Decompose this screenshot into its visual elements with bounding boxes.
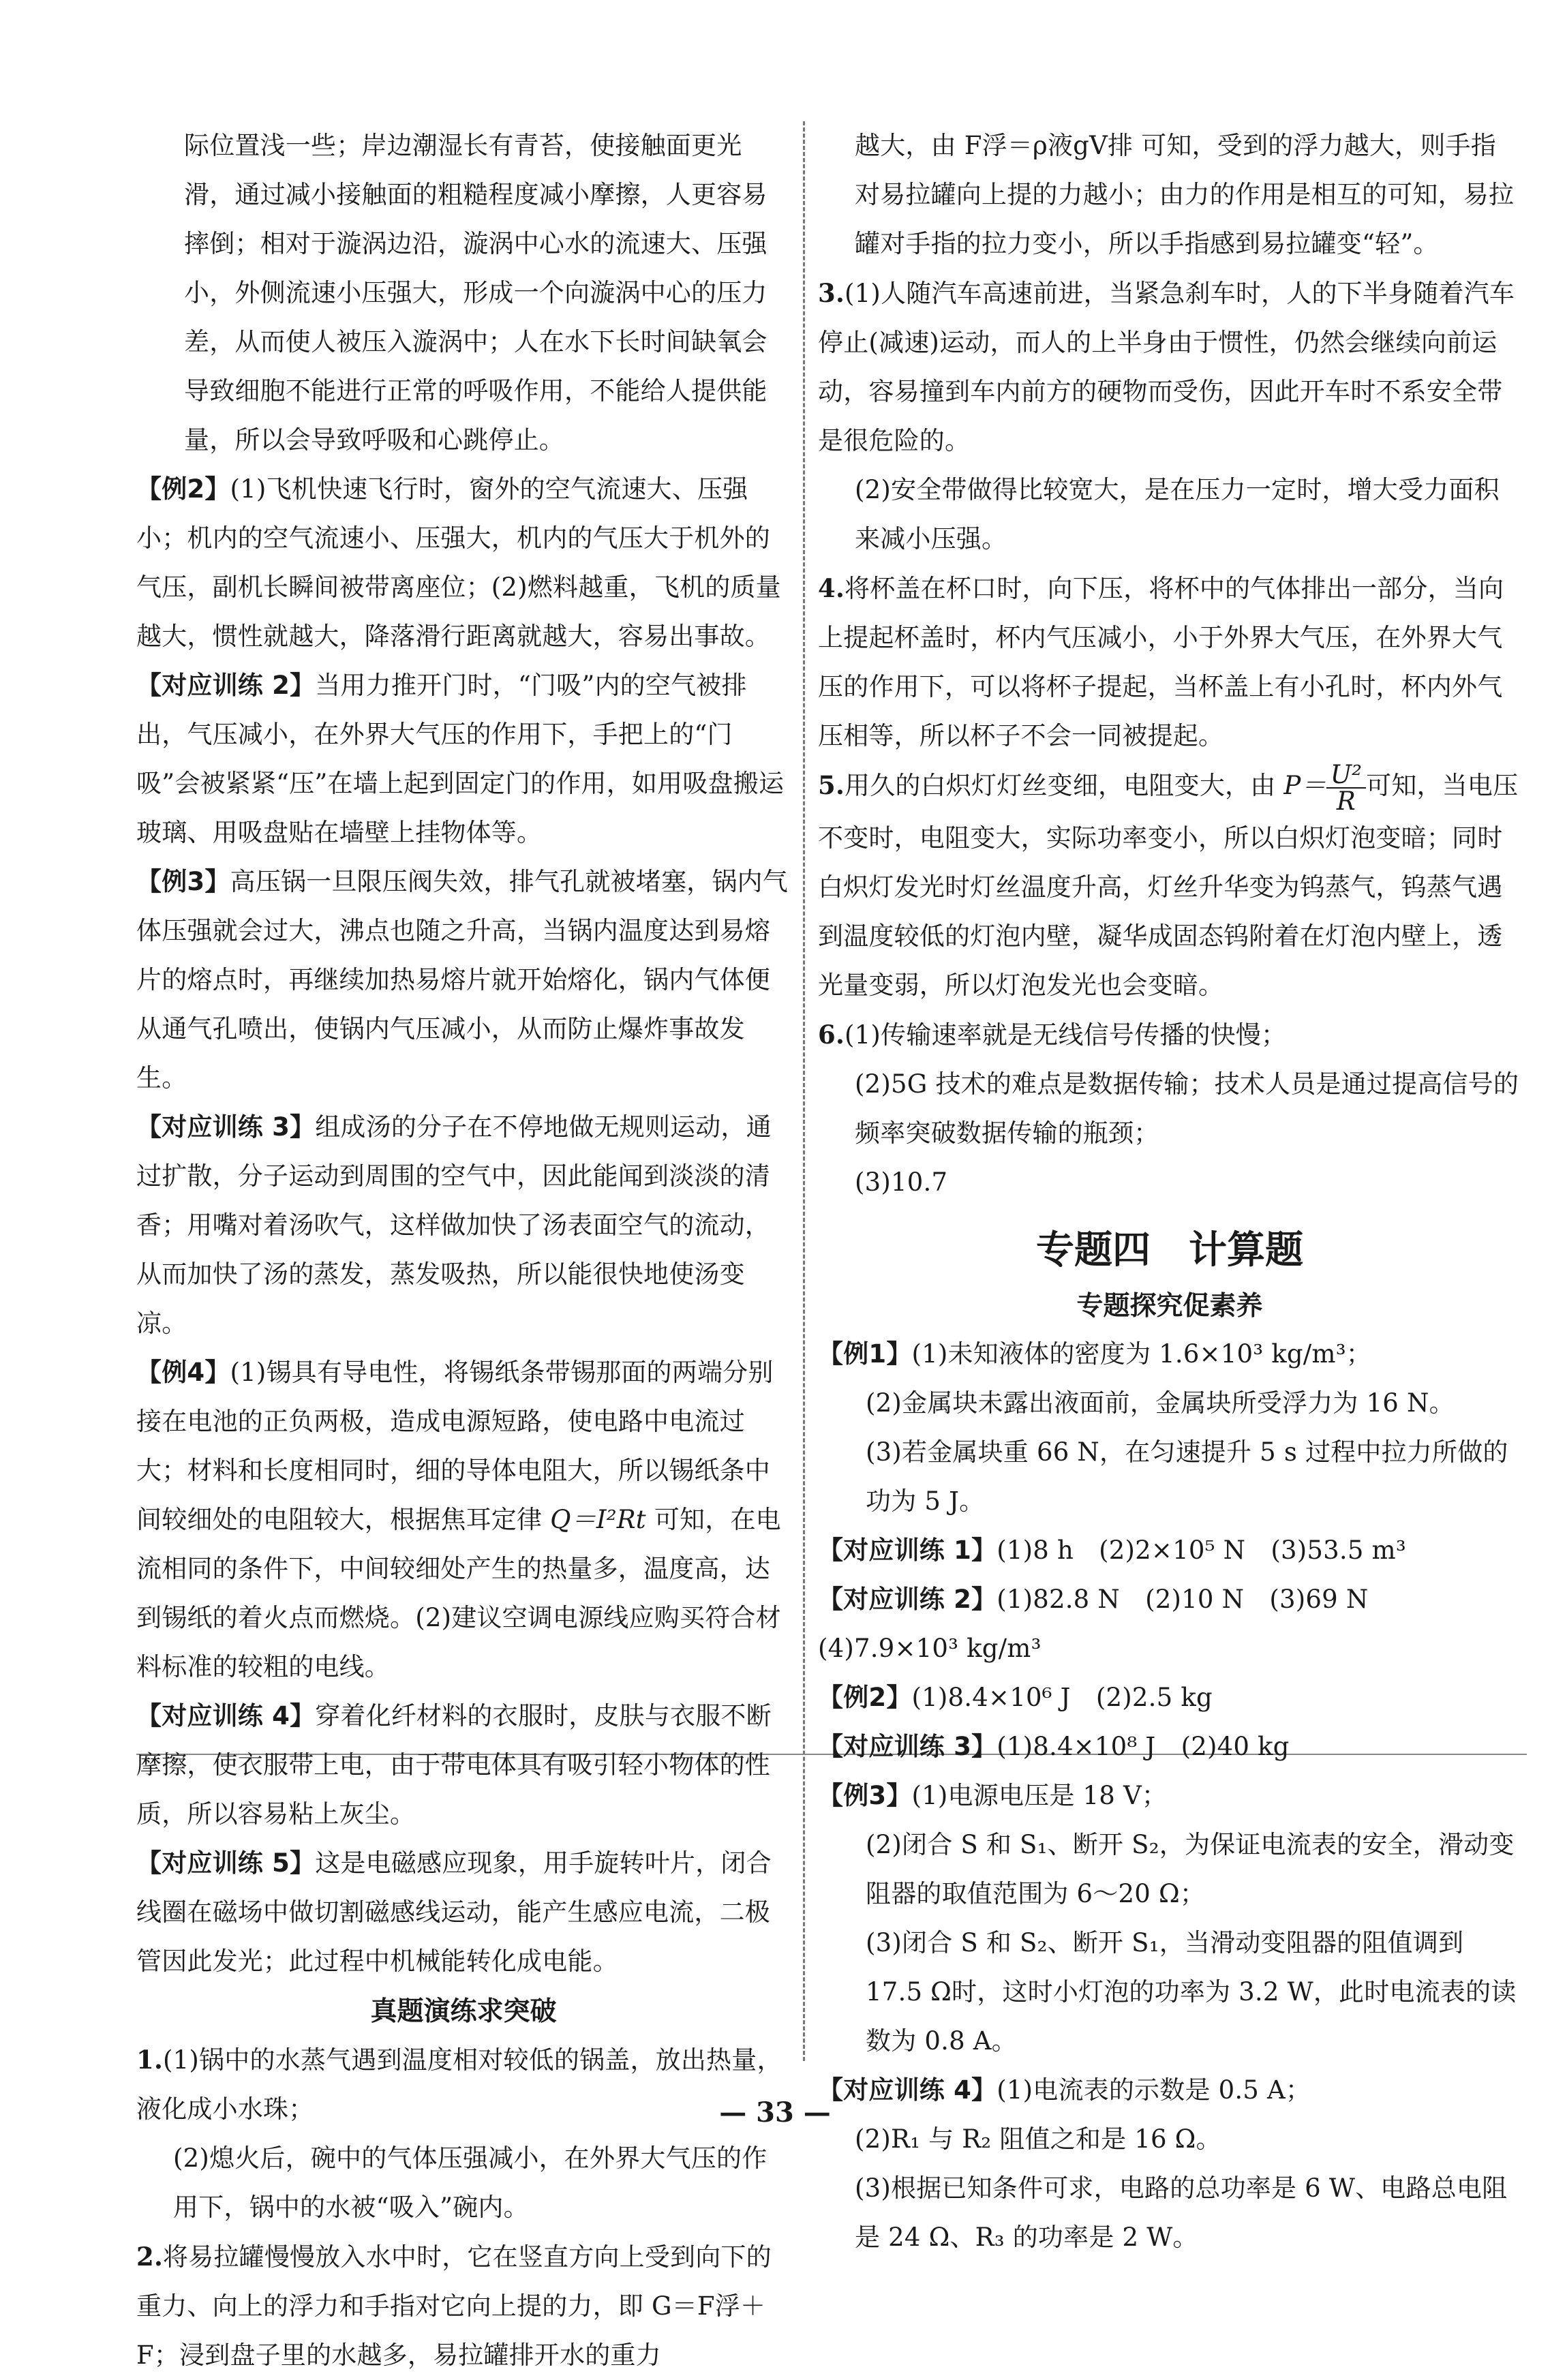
calc-example-2-tag: 【例2】 [818,1682,912,1712]
calc-training-1-text: (1)8 h (2)2×10⁵ N (3)53.5 m³ [997,1535,1406,1565]
question-2 [136,2232,791,2380]
calc-training-4-part-1: (1)电流表的示数是 0.5 A； [997,2075,1311,2105]
question-6-part-1: (1)传输速率就是无线信号传播的快慢； [845,1020,1287,1050]
example-3 [136,857,791,1103]
example-4-text-a: (1)锡具有导电性，将锡纸条带锡那面的两端分别接在电池的正负两极，造成电源短路，使电路中电流过大；材料和长度相同时，细的导体电阻大，所以锡纸条中间较细处的电阻较大，根据焦耳定律 [136,1358,774,1534]
question-6-part-3: (3)10.7 [855,1167,948,1197]
calc-training-3-tag: 【对应训练 3】 [818,1731,997,1761]
question-3-number: 3. [818,278,845,308]
calc-example-2-text: (1)8.4×10⁶ J (2)2.5 kg [911,1682,1213,1712]
example-2-text: (1)飞机快速飞行时，窗外的空气流速大、压强小；机内的空气流速小、压强大，机内的气压大于机外的气压，副机长瞬间被带离座位；(2)燃料越重，飞机的质量越大，惯性就越大，降落滑行距离就越大，容易出事故。 [136,474,781,651]
example-2-tag: 【例2】 [136,474,230,504]
question-3 [818,269,1521,466]
training-5-tag: 【对应训练 5】 [136,1848,316,1878]
training-3-tag: 【对应训练 3】 [136,1112,316,1142]
training-2-text: 当用力推开门时，“门吸”内的空气被排出，气压减小，在外界大气压的作用下，手把上的“门吸”会被紧紧“压”在墙上起到固定门的作用，如用吸盘搬运玻璃、用吸盘贴在墙壁上挂物体等。 [136,671,785,847]
example-3-tag: 【例3】 [136,867,230,896]
calc-training-3 [818,1722,1521,1771]
question-1-number: 1. [136,2045,164,2075]
training-2 [136,661,791,857]
power-formula-fraction [1326,759,1366,816]
training-4-tag: 【对应训练 4】 [136,1701,316,1730]
calc-training-2 [818,1575,1521,1673]
joule-law-formula: Q＝I²Rt [550,1505,646,1534]
question-4 [818,564,1521,761]
example-4 [136,1348,791,1692]
question-5-number: 5. [818,770,845,800]
calc-training-4-part-3: (3)根据已知条件可求，电路的总功率是 6 W、电路总电阻是 24 Ω、R₃ 的功率是 2 W。 [855,2173,1508,2252]
calc-example-2 [818,1673,1521,1722]
calc-example-3-part-1: (1)电源电压是 18 V； [911,1780,1168,1810]
training-3 [136,1103,791,1348]
question-1-part-1: (1)锅中的水蒸气遇到温度相对较低的锅盖，放出热量，液化成小水珠； [136,2045,782,2124]
question-3-part-1: (1)人随汽车高速前进，当紧急刹车时，人的下半身随着汽车停止(减速)运动，而人的上半身由于惯性，仍然会继续向前运动，容易撞到车内前方的硬物而受伤，因此开车时不系安全带是很危险的。 [818,279,1515,455]
calc-example-1-tag: 【例1】 [818,1339,912,1369]
example-3-text: 高压锅一旦限压阀失效，排气孔就被堵塞，锅内气体压强就会过大，沸点也随之升高，当锅内温度达到易熔片的熔点时，再继续加热易熔片就开始熔化，锅内气体便从通气孔喷出，使锅内气压减小，从而防止爆炸事故发生。 [136,867,788,1093]
training-3-text: 组成汤的分子在不停地做无规则运动，通过扩散，分子运动到周围的空气中，因此能闻到淡淡的清香；用嘴对着汤吹气，这样做加快了汤表面空气的流动，从而加快了汤的蒸发，蒸发吸热，所以能很快地使汤变凉。 [136,1112,772,1338]
example-4-text-b: 可知，在电流相同的条件下，中间较细处产生的热量多，温度高，达到锡纸的着火点而燃烧。(2)建议空调电源线应购买符合材料标准的较粗的电线。 [136,1505,781,1681]
question-2-number: 2. [136,2242,164,2272]
question-5 [818,761,1521,1010]
question-4-number: 4. [818,573,845,603]
calc-training-4-tag: 【对应训练 4】 [818,2075,997,2105]
example-2 [136,465,791,661]
left-column [136,121,791,2380]
calc-example-3 [818,1771,1521,1820]
question-6-number: 6. [818,1019,845,1050]
training-4 [136,1692,791,1839]
training-5-text: 这是电磁感应现象，用手旋转叶片，闭合线圈在磁场中做切割磁感线运动，能产生感应电流，二极管因此发光；此过程中机械能转化成电能。 [136,1848,772,1976]
calc-example-3-part-2: (2)闭合 S 和 S₁、断开 S₂，为保证电流表的安全，滑动变阻器的取值范围为 6～20 Ω； [866,1829,1515,1908]
calc-example-1-part-3: (3)若金属块重 66 N，在匀速提升 5 s 过程中拉力所做的功为 5 J。 [866,1437,1508,1516]
calc-training-3-text: (1)8.4×10⁸ J (2)40 kg [997,1731,1290,1761]
column-divider [803,121,805,2061]
power-formula-left: P＝ [1283,771,1326,800]
question-2-text: 将易拉罐慢慢放入水中时，它在竖直方向上受到向下的重力、向上的浮力和手指对它向上提的力，即 G＝F浮＋F；浸到盘子里的水越多，易拉罐排开水的重力 [136,2242,772,2370]
question-6-part-2: (2)5G 技术的难点是数据传输；技术人员是通过提高信号的频率突破数据传输的瓶颈； [855,1069,1519,1148]
calc-training-2-text: (1)82.8 N (2)10 N (3)69 N (4)7.9×10³ kg/m³ [818,1584,1394,1663]
question-5-pre: 用久的白炽灯灯丝变细，电阻变大，由 [845,771,1284,800]
calc-training-1-tag: 【对应训练 1】 [818,1535,997,1565]
question-1-part-2: (2)熄火后，碗中的气体压强减小，在外界大气压的作用下，锅中的水被“吸入”碗内。 [173,2143,768,2222]
topic-title: 专题四 计算题 [1036,1227,1303,1272]
paragraph-continued: 际位置浅一些；岸边潮湿长有青苔，使接触面更光滑，通过减小接触面的粗糙程度减小摩擦，人更容易摔倒；相对于漩涡边沿，漩涡中心水的流速大、压强小，外侧流速小压强大，形成一个向漩涡中心的压力差，从而使人被压入漩涡中；人在水下长时间缺氧会导致细胞不能进行正常的呼吸作用，不能给人提供能量，所以会导致呼吸和心跳停止。 [184,131,768,455]
calc-training-1 [818,1526,1521,1575]
section-title: 真题演练求突破 [370,1996,557,2027]
power-formula-denominator: R [1336,786,1356,816]
power-formula-numerator: U² [1326,762,1366,789]
calc-example-3-tag: 【例3】 [818,1780,912,1810]
question-5-post: 可知，当电压不变时，电阻变大，实际功率变小，所以白炽灯泡变暗；同时白炽灯发光时灯丝温度升高，灯丝升华变为钨蒸气，钨蒸气遇到温度较低的灯泡内壁，凝华成固态钨附着在灯泡内壁上，透光量变弱，所以灯泡发光也会变暗。 [818,771,1519,1000]
training-5 [136,1839,791,1986]
example-4-tag: 【例4】 [136,1358,230,1387]
training-2-tag: 【对应训练 2】 [136,671,316,700]
question-3-part-2: (2)安全带做得比较宽大，是在压力一定时，增大受力面积来减小压强。 [855,475,1500,553]
right-column [818,121,1521,2262]
calc-example-1-part-1: (1)未知液体的密度为 1.6×10³ kg/m³； [911,1339,1371,1369]
topic-subtitle: 专题探究促素养 [1076,1290,1263,1322]
calc-example-1 [818,1330,1521,1379]
calc-example-3-part-3: (3)闭合 S 和 S₂、断开 S₁，当滑动变阻器的阻值调到 17.5 Ω时，这时小灯泡的功率为 3.2 W，此时电流表的读数为 0.8 A。 [866,1927,1517,2056]
question-4-text: 将杯盖在杯口时，向下压，将杯中的气体排出一部分，当向上提起杯盖时，杯内气压减小，小于外界大气压，在外界大气压的作用下，可以将杯子提起，当杯盖上有小孔时，杯内外气压相等，所以杯子不会一同被提起。 [818,574,1504,750]
calc-example-1-part-2: (2)金属块未露出液面前，金属块所受浮力为 16 N。 [866,1388,1455,1418]
calc-training-2-tag: 【对应训练 2】 [818,1584,997,1614]
question-6 [818,1010,1521,1060]
training-4-text: 穿着化纤材料的衣服时，皮肤与衣服不断摩擦，使衣服带上电，由于带电体具有吸引轻小物体的性质，所以容易粘上灰尘。 [136,1701,772,1829]
calc-training-4-part-2: (2)R₁ 与 R₂ 阻值之和是 16 Ω。 [855,2124,1221,2154]
page-number: — 33 — [719,2096,831,2129]
question-2-continued: 越大，由 F浮＝ρ液gV排 可知，受到的浮力越大，则手指对易拉罐向上提的力越小；由力的作用是相互的可知，易拉罐对手指的拉力变小，所以手指感到易拉罐变“轻”。 [855,131,1515,258]
